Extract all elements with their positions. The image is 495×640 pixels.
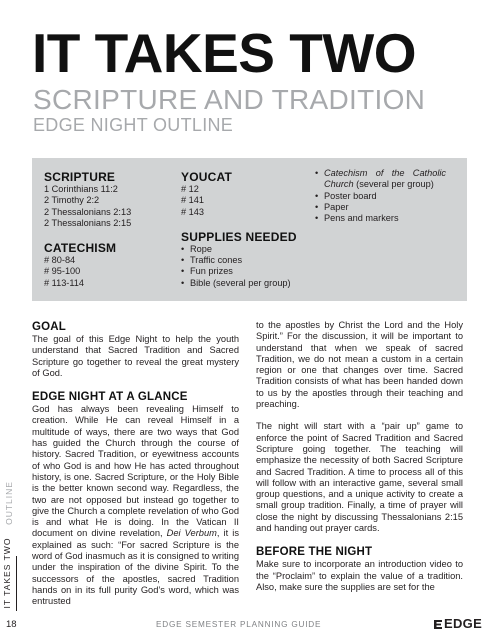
before-text: Make sure to incorporate an introduction video to the “Proclaim” to explain the value of a tradition. Also, make sure the supplies are set for the bbox=[256, 559, 463, 592]
supply-item: • Fun prizes bbox=[181, 266, 311, 277]
supply-item: • Rope bbox=[181, 244, 311, 255]
youcat-item: # 12 bbox=[181, 184, 199, 194]
supply-item-italic: Catechism of the Catholic Church bbox=[324, 168, 446, 190]
page-title: IT TAKES TWO bbox=[32, 22, 417, 84]
glance-paragraph-2: The night will start with a “pair up” game to enforce the point of Sacred Tradition and Sacred Scripture going together. The teaching will emphasize the necessity of both Sacred Scripture and Sacred Tradition. A time to process all of this will follow with an interactive game, several small group questions, and a unique activity to create a small group tradition. Finally, a time of prayer will close the night by discussing Thessalonians 2:15 and handing out prayer cards. bbox=[256, 421, 463, 534]
supplies-column-continued bbox=[315, 168, 446, 224]
catechism-heading: CATECHISM bbox=[44, 241, 117, 256]
supply-item: • Bible (several per group) bbox=[181, 278, 311, 289]
catechism-item: # 95-100 bbox=[44, 266, 81, 277]
outline-label: EDGE NIGHT OUTLINE bbox=[33, 115, 234, 135]
supplies-heading: SUPPLIES NEEDED bbox=[181, 229, 297, 244]
goal-text: The goal of this Edge Night to help the youth understand that Sacred Tradition and Sacred Scripture go together to reveal the great mystery of God. bbox=[32, 334, 239, 378]
youcat-column bbox=[181, 170, 311, 289]
goal-heading: GOAL bbox=[32, 321, 67, 333]
scripture-item: 1 Corinthians 11:2 bbox=[44, 184, 118, 194]
supplies-list-continued bbox=[315, 168, 446, 224]
right-body-column bbox=[256, 320, 463, 593]
scripture-heading: SCRIPTURE bbox=[44, 170, 116, 184]
page-number: 18 bbox=[6, 619, 17, 630]
glance-text-part: God has always been revealing Himself to creation. While He can reveal Himself in a multitude of ways, there are two ways that God has guided the Church through the course of history. Sacred Tradition, or eyewitness accounts of who God is and how He has acted throughout history, is one. Sacred Scripture, or the Holy Bible is the better known second way. Regardless, the two are not opposed but instead go together to give the Church a complete revelation of who God is and what He is doing. In the Vatican II document on divine revelation, bbox=[32, 404, 239, 539]
info-box bbox=[32, 158, 467, 301]
glance-heading: EDGE NIGHT AT A GLANCE bbox=[32, 391, 188, 404]
sidebar-outline-label: OUTLINE bbox=[4, 481, 14, 525]
supply-item-rest: (several per group) bbox=[353, 179, 434, 190]
supply-item bbox=[315, 168, 446, 191]
supply-item: • Traffic cones bbox=[181, 255, 311, 266]
glance-text-continued: to the apostles by Christ the Lord and the Holy Spirit.” For the discussion, it will be important to understand that when we speak of sacred Tradition, we do not mean a custom in a certain region or one that changes over time. Sacred Tradition consists of what has been handed down to us by the apostles through their teaching and preaching. bbox=[256, 320, 463, 410]
page-subtitle: SCRIPTURE AND TRADITION bbox=[33, 84, 426, 115]
before-heading: BEFORE THE NIGHT bbox=[256, 546, 373, 559]
supplies-list bbox=[181, 244, 311, 289]
edge-logo-text: EDGE bbox=[444, 616, 483, 631]
youcat-heading: YOUCAT bbox=[181, 170, 232, 184]
supply-item: • Pens and markers bbox=[315, 213, 446, 224]
scripture-item: 2 Thessalonians 2:13 bbox=[44, 206, 132, 217]
supply-item: • Poster board bbox=[315, 191, 446, 202]
catechism-item: # 113-114 bbox=[44, 277, 85, 288]
left-body-column bbox=[32, 320, 239, 608]
scripture-item: 2 Timothy 2:2 bbox=[44, 195, 100, 206]
youcat-item: # 143 bbox=[181, 206, 204, 217]
scripture-item: 2 Thessalonians 2:15 bbox=[44, 217, 132, 228]
edge-logo bbox=[434, 616, 482, 631]
glance-text-part: , it is explained as such: “For sacred Scripture is the word of God inasmuch as it is consigned to writing under the inspiration of the divine Spirit. To the successors of the apostles, sacred Tradition hands on in its full purity God’s word, which was entrusted bbox=[32, 528, 239, 607]
catechism-item: # 80-84 bbox=[44, 255, 76, 266]
youcat-item: # 141 bbox=[181, 195, 204, 206]
sidebar-title-label: IT TAKES TWO bbox=[2, 537, 12, 609]
footer-title: EDGE SEMESTER PLANNING GUIDE bbox=[156, 620, 322, 629]
scripture-column bbox=[44, 170, 174, 289]
edge-logo-icon bbox=[434, 620, 442, 629]
glance-text bbox=[32, 404, 239, 607]
supply-item: • Paper bbox=[315, 202, 446, 213]
document-title: Dei Verbum bbox=[166, 528, 217, 539]
sidebar-divider bbox=[16, 556, 17, 611]
